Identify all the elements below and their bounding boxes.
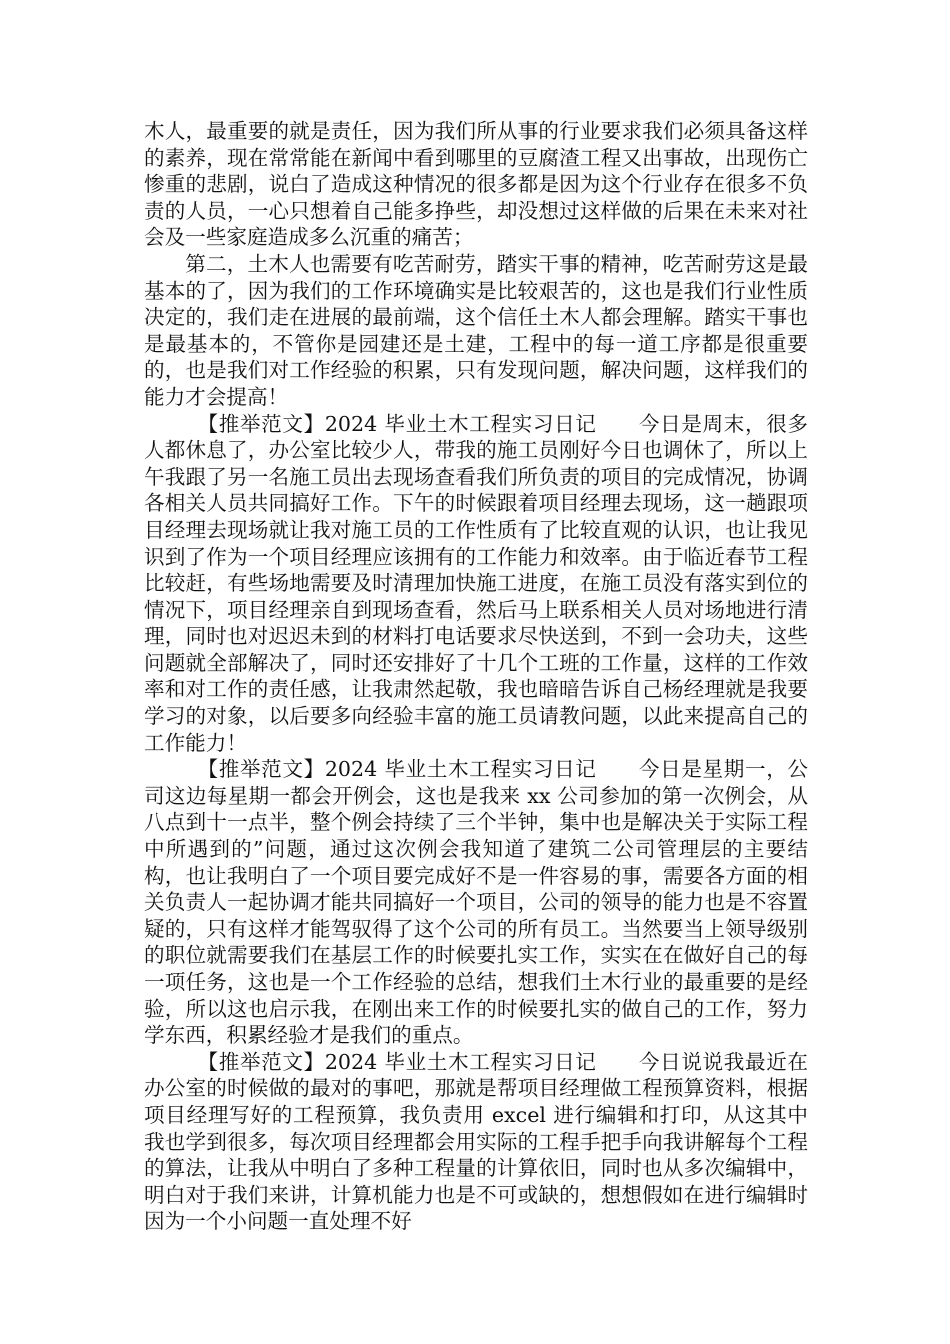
document-page [144,118,808,1235]
paragraph-hard-work: 第二，土木人也需要有吃苦耐劳，踏实干事的精神，吃苦耐劳这是最基本的了，因为我们的工作环境确实是比较艰苦的，这也是我们行业性质决定的，我们走在进展的最前端，这个信任土木人都会理解。踏实干事也是最基本的，不管你是园建还是土建，工程中的每一道工序都是很重要的，也是我们对工作经验的积累，只有发现问题，解决问题，这样我们的能力才会提高！ [144,251,808,409]
paragraph-diary-monday: 【推举范文】2024 毕业土木工程实习日记 今日是星期一，公司这边每星期一都会开例会，这也是我来 xx 公司参加的第一次例会，从八点到十一点半，整个例会持续了三个半钟，集中也是解决关于实际工程中所遇到的”问题，通过这次例会我知道了建筑二公司管理层的主要结构，也让我明白了一个项目要完成好不是一件容易的事，需要各方面的相关负责人一起协调才能共同搞好一个项目，公司的领导的能力也是不容置疑的，只有这样才能驾驭得了这个公司的所有员工。当然要当上领导级别的职位就需要我们在基层工作的时候要扎实工作，实实在在做好自己的每一项任务，这也是一个工作经验的总结，想我们土木行业的最重要的是经验，所以这也启示我，在刚出来工作的时候要扎实的做自己的工作，努力学东西，积累经验才是我们的重点。 [144,757,808,1048]
paragraph-responsibility: 木人，最重要的就是责任，因为我们所从事的行业要求我们必须具备这样的素养，现在常常能在新闻中看到哪里的豆腐渣工程又出事故，出现伤亡惨重的悲剧，说白了造成这种情况的很多都是因为这个行业存在很多不负责的人员，一心只想着自己能多挣些，却没想过这样做的后果在未来对社会及一些家庭造成多么沉重的痛苦； [144,119,808,250]
paragraph-diary-budget: 【推举范文】2024 毕业土木工程实习日记 今日说说我最近在办公室的时候做的最对的事吧，那就是帮项目经理做工程预算资料，根据项目经理写好的工程预算，我负责用 excel 进行编辑和打印，从这其中我也学到很多，每次项目经理都会用实际的工程手把手向我讲解每个工程的算法，让我从中明白了多种工程量的计算依旧，同时也从多次编辑中，明白对于我们来讲，计算机能力也是不可或缺的，想想假如在进行编辑时因为一个小问题一直处理不好 [144,1049,808,1234]
paragraph-diary-weekend: 【推举范文】2024 毕业土木工程实习日记 今日是周末，很多人都休息了，办公室比较少人，带我的施工员刚好今日也调休了，所以上午我跟了另一名施工员出去现场查看我们所负责的项目的完成情况，协调各相关人员共同搞好工作。下午的时候跟着项目经理去现场，这一趟跟项目经理去现场就让我对施工员的工作性质有了比较直观的认识，也让我见识到了作为一个项目经理应该拥有的工作能力和效率。由于临近春节工程比较赶，有些场地需要及时清理加快施工进度，在施工员没有落实到位的情况下，项目经理亲自到现场查看，然后马上联系相关人员对场地进行清理，同时也对迟迟未到的材料打电话要求尽快送到，不到一会功夫，这些问题就全部解决了，同时还安排好了十几个工班的工作量，这样的工作效率和对工作的责任感，让我肃然起敬，我也暗暗告诉自己杨经理就是我要学习的对象，以后要多向经验丰富的施工员请教问题，以此来提高自己的工作能力！ [144,411,808,755]
